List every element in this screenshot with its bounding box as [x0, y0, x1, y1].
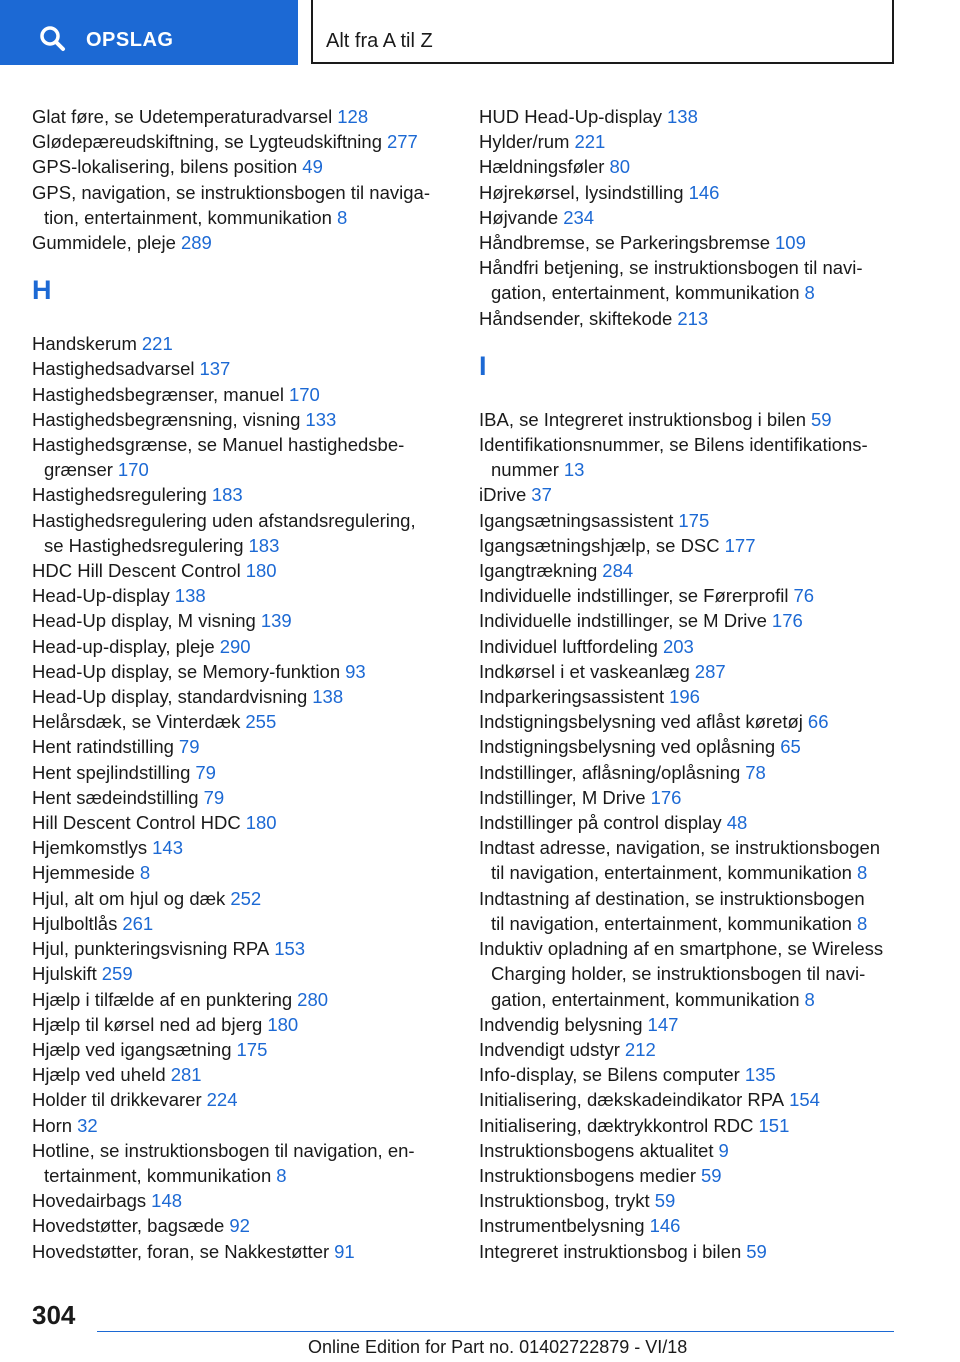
page-reference-link[interactable]: 284	[602, 560, 634, 582]
index-entry-text: Head-up-display, pleje	[32, 635, 215, 657]
index-entry	[479, 1113, 899, 1138]
index-entry	[32, 129, 452, 154]
index-entry	[32, 734, 452, 759]
index-entry-text: IBA, se Integreret instruktionsbog i bilen	[479, 408, 807, 430]
page-reference-link[interactable]: 176	[650, 786, 682, 808]
index-group-h	[32, 331, 452, 1264]
index-entry	[479, 129, 899, 154]
index-entry-text: Indparkeringsassistent	[479, 686, 665, 708]
page-reference-link[interactable]: 143	[152, 837, 183, 859]
page-reference-link[interactable]: 66	[807, 711, 829, 733]
lookup-tab[interactable]	[0, 0, 298, 65]
page-reference-link[interactable]: 138	[174, 585, 206, 607]
index-entry	[32, 835, 452, 860]
page-reference-link[interactable]: 59	[811, 408, 832, 430]
index-entry	[479, 154, 899, 179]
page-reference-link[interactable]: 79	[195, 761, 216, 783]
footer-divider	[97, 1331, 894, 1332]
index-entry-text: Hjælp til kørsel ned ad bjerg	[32, 1013, 263, 1035]
index-entry-text: Indstillinger på control display	[479, 812, 722, 834]
page-reference-link[interactable]: 59	[700, 1164, 722, 1186]
index-entry-text: Hjul, punkteringsvisning RPA	[32, 938, 270, 960]
index-entry-text: Hovedairbags	[32, 1190, 147, 1212]
index-entry-text: til navigation, entertainment, kommunikation	[491, 912, 852, 934]
page-reference-link[interactable]: 48	[726, 812, 748, 834]
index-entry	[32, 407, 452, 432]
index-entry	[32, 432, 452, 482]
index-entry-text: Hjemmeside	[32, 862, 135, 884]
page-reference-link[interactable]: 180	[245, 560, 277, 582]
page-reference-link[interactable]: 109	[775, 232, 806, 254]
index-entry-text: Individuelle indstillinger, se M Drive	[479, 610, 767, 632]
index-entry-text: Hent ratindstilling	[32, 736, 174, 758]
index-entry-text: se Hastighedsregulering	[44, 534, 244, 556]
page-reference-link[interactable]: 212	[624, 1038, 656, 1060]
page-reference-link[interactable]: 277	[386, 131, 418, 153]
index-entry	[479, 1087, 899, 1112]
index-entry	[32, 230, 452, 255]
page-reference-link[interactable]: 252	[230, 887, 262, 909]
index-entry	[479, 734, 899, 759]
index-entry-text: Individuelle indstillinger, se Førerprofil	[479, 585, 789, 607]
index-entry	[32, 860, 452, 885]
index-entry	[479, 1213, 899, 1238]
index-entry-text: Head-Up display, M visning	[32, 610, 256, 632]
index-entry-text: Igangtrækning	[479, 560, 598, 582]
index-letter-h: H	[32, 275, 52, 306]
index-entry-text: Indkørsel i et vaskeanlæg	[479, 660, 690, 682]
breadcrumb	[311, 0, 894, 64]
page-reference-link[interactable]: 8	[139, 862, 151, 884]
page-reference-link[interactable]: 234	[563, 206, 595, 228]
index-entry-text: Hent spejlindstilling	[32, 761, 191, 783]
index-entry-text: iDrive	[479, 484, 527, 506]
index-entry-text: Info-display, se Bilens computer	[479, 1064, 740, 1086]
index-group-i	[479, 407, 899, 1264]
index-entry	[32, 684, 452, 709]
page-reference-link[interactable]: 8	[856, 912, 868, 934]
index-entry-text: gation, entertainment, kommunikation	[491, 282, 800, 304]
index-entry-text: Identifikationsnummer, se Bilens identifikations-	[479, 434, 868, 456]
page-reference-link[interactable]: 138	[312, 686, 344, 708]
page-reference-link[interactable]: 154	[789, 1089, 820, 1111]
index-entry	[479, 407, 899, 432]
page-reference-link[interactable]: 32	[77, 1114, 98, 1136]
page-reference-link[interactable]: 80	[609, 156, 631, 178]
page-reference-link[interactable]: 8	[276, 1164, 287, 1186]
index-entry-text: GPS, navigation, se instruktionsbogen til naviga-	[32, 181, 430, 203]
index-entry-text: Instruktionsbogens medier	[479, 1164, 696, 1186]
index-entry	[32, 709, 452, 734]
page-reference-link[interactable]: 76	[793, 585, 815, 607]
index-entry-text: Head-Up display, se Memory-funktion	[32, 660, 341, 682]
index-entry-text: Hastighedsbegrænser, manuel	[32, 383, 284, 405]
index-entry	[32, 961, 452, 986]
page-reference-link[interactable]: 135	[744, 1064, 776, 1086]
index-entry-text: Hotline, se instruktionsbogen til navigation, en-	[32, 1139, 415, 1161]
page-reference-link[interactable]: 213	[677, 307, 709, 329]
index-entry	[479, 230, 899, 255]
page-reference-link[interactable]: 138	[667, 106, 698, 127]
index-column-right	[479, 104, 899, 1264]
index-entry	[32, 1037, 452, 1062]
index-entry-text: Gummidele, pleje	[32, 232, 176, 254]
index-entry	[32, 987, 452, 1012]
page-reference-link[interactable]: 8	[336, 206, 348, 228]
index-group-g	[32, 104, 452, 255]
index-entry-text: Instruktionsbog, trykt	[479, 1190, 650, 1212]
index-entry-text: Hill Descent Control HDC	[32, 812, 241, 834]
index-entry	[479, 1239, 899, 1264]
page-reference-link[interactable]: 183	[248, 534, 280, 556]
index-entry	[479, 1037, 899, 1062]
index-entry	[32, 659, 452, 684]
page-reference-link[interactable]: 137	[199, 358, 231, 380]
index-entry	[479, 1012, 899, 1037]
index-entry	[32, 911, 452, 936]
index-entry-text: Håndfri betjening, se instruktionsbogen til navi-	[479, 257, 863, 279]
page-reference-link[interactable]: 93	[345, 660, 366, 682]
page-reference-link[interactable]: 281	[170, 1064, 202, 1086]
index-entry-text: Hældningsføler	[479, 156, 605, 178]
index-entry	[479, 205, 899, 230]
index-entry-text: til navigation, entertainment, kommunikation	[491, 862, 852, 884]
page-reference-link[interactable]: 175	[678, 509, 710, 531]
index-entry-text: Integreret instruktionsbog i bilen	[479, 1240, 742, 1262]
index-entry-text: Igangsætningsassistent	[479, 509, 674, 531]
page-reference-link[interactable]: 59	[746, 1240, 767, 1262]
index-entry-text: Hjul, alt om hjul og dæk	[32, 887, 226, 909]
page-reference-link[interactable]: 280	[297, 988, 329, 1010]
index-entry	[479, 1062, 899, 1087]
page-reference-link[interactable]: 170	[117, 459, 149, 481]
index-entry	[479, 1138, 899, 1163]
index-entry	[479, 886, 899, 936]
index-entry	[479, 659, 899, 684]
page-reference-link[interactable]: 79	[203, 786, 225, 808]
page-reference-link[interactable]: 170	[288, 383, 320, 405]
page-reference-link[interactable]: 151	[758, 1114, 790, 1136]
page-reference-link[interactable]: 203	[662, 635, 694, 657]
index-entry-text: Højrekørsel, lysindstilling	[479, 181, 684, 203]
page-reference-link[interactable]: 180	[267, 1013, 299, 1035]
index-entry-text: Indstigningsbelysning ved aflåst køretøj	[479, 711, 803, 733]
index-entry-text: Hjulboltlås	[32, 912, 118, 934]
page-reference-link[interactable]: 221	[574, 131, 606, 153]
index-entry-text: Hastighedsgrænse, se Manuel hastighedsbe-	[32, 434, 405, 456]
page-reference-link[interactable]: 147	[647, 1013, 679, 1035]
index-entry-text: Glødepæreudskiftning, se Lygteudskiftning	[32, 131, 382, 153]
index-entry-text: gation, entertainment, kommunikation	[491, 988, 800, 1010]
index-entry	[32, 810, 452, 835]
page-reference-link[interactable]: 49	[302, 156, 323, 178]
search-icon	[38, 24, 68, 54]
index-entry	[479, 482, 899, 507]
breadcrumb-title: Alt fra A til Z	[326, 30, 433, 52]
lookup-tab-label: OPSLAG	[86, 29, 174, 51]
index-entry	[479, 558, 899, 583]
page-reference-link[interactable]: 133	[305, 408, 337, 430]
index-column-left	[32, 104, 452, 1264]
index-entry	[32, 1188, 452, 1213]
index-entry	[32, 1138, 452, 1188]
index-entry	[32, 1012, 452, 1037]
index-entry-text: Indstillinger, aflåsning/oplåsning	[479, 761, 741, 783]
index-entry-text: Indvendig belysning	[479, 1013, 643, 1035]
index-entry	[479, 1163, 899, 1188]
index-entry-text: Hastighedsbegrænsning, visning	[32, 408, 301, 430]
index-entry-text: tertainment, kommunikation	[44, 1164, 272, 1186]
index-entry-text: Hylder/rum	[479, 131, 570, 153]
page-reference-link[interactable]: 148	[151, 1190, 183, 1212]
page-reference-link[interactable]: 255	[245, 711, 277, 733]
index-entry-text: Indtastning af destination, se instruktionsbogen	[479, 887, 865, 909]
page-reference-link[interactable]: 79	[178, 736, 200, 758]
index-entry-text: Holder til drikkevarer	[32, 1089, 202, 1111]
index-entry-text: Induktiv opladning af en smartphone, se Wireless	[479, 938, 884, 960]
index-entry-text: Hjælp ved uheld	[32, 1064, 166, 1086]
index-entry	[479, 936, 899, 1012]
page-reference-link[interactable]: 177	[724, 534, 756, 556]
index-entry-text: Hent sædeindstilling	[32, 786, 199, 808]
page-reference-link[interactable]: 8	[856, 862, 868, 884]
index-entry-text: Head-Up-display	[32, 585, 170, 607]
index-entry-text: Horn	[32, 1114, 73, 1136]
index-entry-text: Håndbremse, se Parkeringsbremse	[479, 232, 770, 254]
page-reference-link[interactable]: 59	[654, 1190, 676, 1212]
index-entry	[479, 608, 899, 633]
page-reference-link[interactable]: 8	[804, 282, 815, 304]
index-entry-text: Handskerum	[32, 333, 137, 355]
page-reference-link[interactable]: 289	[180, 232, 212, 254]
index-entry	[479, 180, 899, 205]
index-entry-text: Hjælp ved igangsætning	[32, 1038, 232, 1060]
index-entry-text: Hastighedsregulering uden afstandsregulering,	[32, 509, 416, 531]
index-entry-text: Hovedstøtter, bagsæde	[32, 1215, 225, 1237]
index-entry	[32, 154, 452, 179]
index-entry-text: Initialisering, dækskadeindikator RPA	[479, 1089, 785, 1111]
index-entry-text: nummer	[491, 459, 559, 481]
index-entry	[32, 1239, 452, 1264]
index-entry-text: GPS-lokalisering, bilens position	[32, 156, 298, 178]
index-entry	[32, 1213, 452, 1238]
index-entry-text: Igangsætningshjælp, se DSC	[479, 534, 720, 556]
index-entry-text: Hovedstøtter, foran, se Nakkestøtter	[32, 1240, 330, 1262]
page-reference-link[interactable]: 78	[745, 761, 766, 783]
index-entry-text: Charging holder, se instruktionsbogen til navi-	[491, 963, 866, 985]
index-entry-text: HDC Hill Descent Control	[32, 560, 241, 582]
index-entry-text: Helårsdæk, se Vinterdæk	[32, 711, 241, 733]
page-reference-link[interactable]: 261	[122, 912, 154, 934]
page-reference-link[interactable]: 176	[771, 610, 803, 632]
index-group-h-continued	[479, 104, 899, 331]
index-entry	[32, 331, 452, 356]
index-entry-text: Glat føre, se Udetemperaturadvarsel	[32, 106, 333, 127]
index-entry	[479, 634, 899, 659]
index-entry	[32, 482, 452, 507]
index-entry	[32, 583, 452, 608]
index-entry-text: tion, entertainment, kommunikation	[44, 206, 332, 228]
page-reference-link[interactable]: 196	[669, 686, 700, 708]
index-entry	[479, 533, 899, 558]
page-reference-link[interactable]: 175	[236, 1038, 268, 1060]
page-reference-link[interactable]: 287	[694, 660, 726, 682]
index-entry	[32, 508, 452, 558]
index-entry	[32, 936, 452, 961]
index-entry	[32, 1062, 452, 1087]
page-reference-link[interactable]: 259	[101, 963, 133, 985]
index-entry-text: Indvendigt udstyr	[479, 1038, 620, 1060]
index-entry-text: Hjulskift	[32, 963, 97, 985]
index-entry	[479, 709, 899, 734]
index-entry-text: Indstigningsbelysning ved oplåsning	[479, 736, 776, 758]
index-entry	[479, 583, 899, 608]
edition-footer: Online Edition for Part no. 01402722879 - VI/18	[308, 1337, 688, 1357]
index-entry	[479, 684, 899, 709]
page-reference-link[interactable]: 128	[337, 106, 369, 127]
page-reference-link[interactable]: 290	[219, 635, 251, 657]
index-entry-text: Head-Up display, standardvisning	[32, 686, 308, 708]
index-entry	[32, 104, 452, 129]
index-entry-text: Højvande	[479, 206, 559, 228]
page-reference-link[interactable]: 224	[206, 1089, 238, 1111]
index-entry-text: Hjælp i tilfælde af en punktering	[32, 988, 293, 1010]
index-entry	[479, 255, 899, 305]
index-entry	[32, 760, 452, 785]
index-entry-text: grænser	[44, 459, 113, 481]
index-entry	[32, 886, 452, 911]
index-entry	[479, 104, 899, 129]
index-entry	[32, 785, 452, 810]
index-entry-text: Hjemkomstlys	[32, 837, 148, 859]
index-entry-text: Hastighedsregulering	[32, 484, 207, 506]
page-reference-link[interactable]: 92	[229, 1215, 250, 1237]
index-entry	[32, 608, 452, 633]
index-entry-text: Initialisering, dæktrykkontrol RDC	[479, 1114, 754, 1136]
index-entry	[32, 558, 452, 583]
index-entry-text: Instruktionsbogens aktualitet	[479, 1139, 714, 1161]
index-entry-text: Instrumentbelysning	[479, 1215, 645, 1237]
index-entry-text: Hastighedsadvarsel	[32, 358, 195, 380]
page-reference-link[interactable]: 37	[531, 484, 552, 506]
index-entry-text: Indtast adresse, navigation, se instruktionsbogen	[479, 837, 881, 859]
page-reference-link[interactable]: 146	[688, 181, 720, 203]
page-reference-link[interactable]: 8	[804, 988, 815, 1010]
index-entry-text: Indstillinger, M Drive	[479, 786, 646, 808]
index-entry	[479, 508, 899, 533]
index-entry	[479, 835, 899, 885]
page-number: 304	[32, 1300, 76, 1330]
page-reference-link[interactable]: 153	[274, 938, 306, 960]
page-reference-link[interactable]: 91	[334, 1240, 355, 1262]
page-reference-link[interactable]: 146	[649, 1215, 681, 1237]
index-entry	[479, 810, 899, 835]
index-entry	[479, 1188, 899, 1213]
index-entry	[32, 1113, 452, 1138]
index-entry	[32, 1087, 452, 1112]
index-entry-text: HUD Head-Up-display	[479, 106, 663, 127]
page-reference-link[interactable]: 65	[780, 736, 801, 758]
page-reference-link[interactable]: 139	[260, 610, 292, 632]
index-entry-text: Individuel luftfordeling	[479, 635, 658, 657]
index-entry-text: Håndsender, skiftekode	[479, 307, 673, 329]
page-reference-link[interactable]: 183	[211, 484, 243, 506]
index-entry	[479, 760, 899, 785]
index-entry	[479, 785, 899, 810]
index-entry	[479, 306, 899, 331]
index-entry	[479, 432, 899, 482]
page-reference-link[interactable]: 180	[245, 812, 277, 834]
index-entry	[32, 356, 452, 381]
page-reference-link[interactable]: 9	[718, 1139, 729, 1161]
index-entry	[32, 180, 452, 230]
index-entry	[32, 382, 452, 407]
index-entry	[32, 634, 452, 659]
page-reference-link[interactable]: 13	[563, 459, 585, 481]
page-reference-link[interactable]: 221	[141, 333, 173, 355]
index-letter-i: I	[479, 350, 487, 381]
